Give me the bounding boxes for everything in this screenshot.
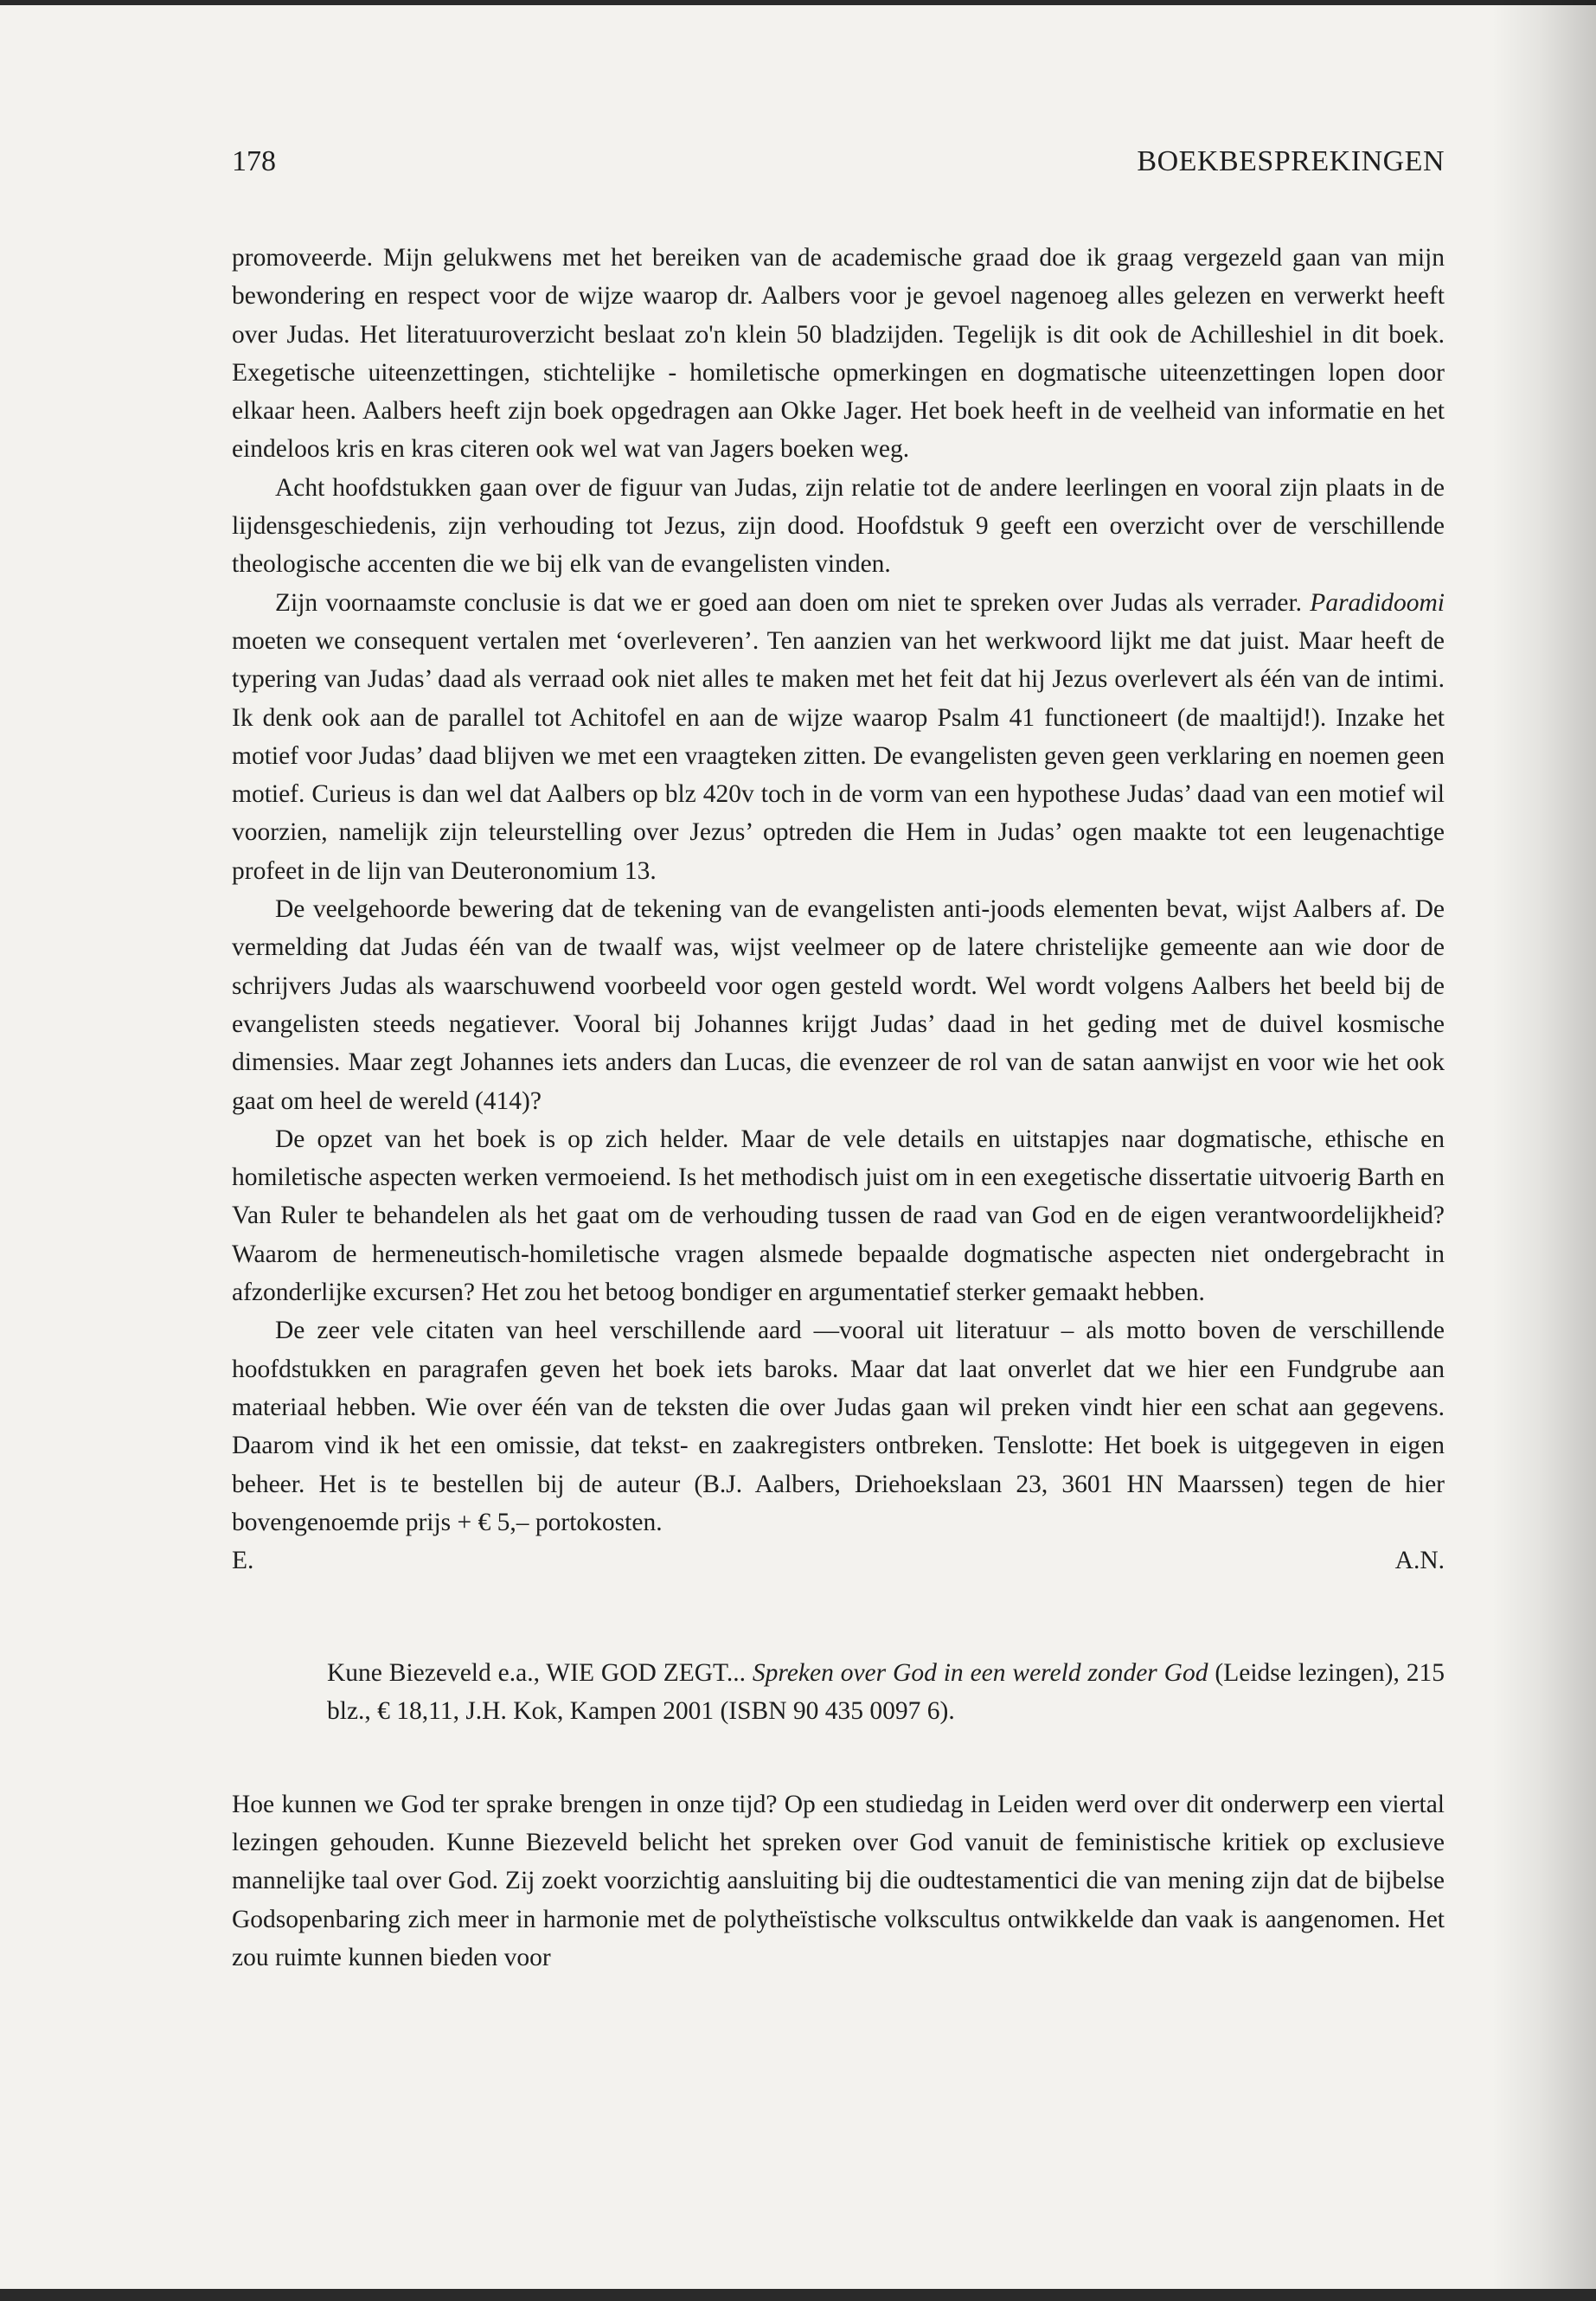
ref-details: (Leidse lezingen), 215 blz., € 18,11, J.H. Kok, Kampen 2001 (ISBN 90 435 0097 6). bbox=[327, 1659, 1445, 1726]
review2-paragraph-1: Hoe kunnen we God ter sprake brengen in onze tijd? Op een studiedag in Leiden werd over dit onderwerp een viertal lezingen gehouden. Kunne Biezeveld belicht het spreken over God vanuit de feministische kritiek op exclusieve mannelijke taal over God. Zij zoekt voorzichtig aansluiting bij die oudtestamentici die van mening zijn dat de bijbelse Godsopenbaring zich meer in harmonie met de polytheïstische volkscultus ontwikkelde dan vaak is aangenomen. Het zou ruimte kunnen bieden voor bbox=[232, 1790, 1445, 1971]
running-header bbox=[232, 145, 1445, 189]
signature-left: E. bbox=[232, 1547, 254, 1575]
page bbox=[232, 145, 1445, 1971]
review1-paragraph-3 bbox=[232, 584, 1445, 890]
scan-edge-shadow bbox=[1492, 0, 1596, 2301]
review2-book-reference bbox=[327, 1654, 1445, 1731]
scan-top-edge bbox=[0, 0, 1596, 5]
page-body bbox=[232, 239, 1445, 1977]
review1-signature bbox=[232, 1541, 1445, 1580]
review1-paragraph-2: Acht hoofdstukken gaan over de figuur van Judas, zijn relatie tot de andere leerlingen en vooral zijn plaats in de lijdensgeschiedenis, zijn verhouding tot Jezus, zijn dood. Hoofdstuk 9 geeft een overzicht over de verschillende theologische accenten die we bij elk van de evangelisten vinden. bbox=[232, 473, 1445, 579]
review1-paragraph-6: De zeer vele citaten van heel verschillende aard —vooral uit literatuur – als motto boven de verschillende hoofdstukken en paragrafen geven het boek iets baroks. Maar dat laat onverlet dat we hier een Fundgrube aan materiaal hebben. Wie over één van de teksten die over Judas gaan wil preken vindt hier een schat aan gegevens. Daarom vind ik het een omissie, dat tekst- en zaakregisters ontbreken. Tenslotte: Het boek is uitgegeven in eigen beheer. Het is te bestellen bij de auteur (B.J. Aalbers, Driehoekslaan 23, 3601 HN Maarssen) tegen de hier bovengenoemde prijs + € 5,– portokosten. bbox=[232, 1317, 1445, 1536]
ref-author: Kune Biezeveld e.a., WIE GOD ZEGT... bbox=[327, 1659, 746, 1688]
review1-paragraph-1: promoveerde. Mijn gelukwens met het bereiken van de academische graad doe ik graag vergezeld gaan van mijn bewondering en respect voor de wijze waarop dr. Aalbers voor je gevoel nagenoeg alles gelezen en verwerkt heeft over Judas. Het literatuuroverzicht beslaat zo'n klein 50 bladzijden. Tegelijk is dit ook de Achilleshiel in dit boek. Exegetische uiteenzettingen, stichtelijke - homiletische opmerkingen en dogmatische uiteenzettingen lopen door elkaar heen. Aalbers heeft zijn boek opgedragen aan Okke Jager. Het boek heeft in de veelheid van informatie en het eindeloos kris en kras citeren ook wel wat van Jagers boeken weg. bbox=[232, 244, 1445, 464]
scan-bottom-edge bbox=[0, 2289, 1596, 2301]
section-title: BOEKBESPREKINGEN bbox=[1137, 145, 1445, 177]
ref-title: Spreken over God in een wereld zonder God bbox=[752, 1659, 1208, 1688]
review1-paragraph-4: De veelgehoorde bewering dat de tekening van de evangelisten anti-joods elementen bevat, wijst Aalbers af. De vermelding dat Judas één van de twaalf was, wijst veelmeer op de latere christelijke gemeente aan wie door de schrijvers Judas als waarschuwend voorbeeld voor ogen gesteld wordt. Wel wordt volgens Aalbers het beeld bij de evangelisten steeds negatiever. Vooral bij Johannes krijgt Judas’ daad in het geding met de duivel kosmische dimensies. Maar zegt Johannes iets anders dan Lucas, die evenzeer de rol van de satan aanwijst en voor wie het ook gaat om heel de wereld (414)? bbox=[232, 895, 1445, 1115]
greek-term: Paradidoomi bbox=[1310, 588, 1445, 617]
paragraph-3-rest: moeten we consequent vertalen met ‘overleveren’. Ten aanzien van het werkwoord lijkt me dat juist. Maar heeft de typering van Judas’ daad als verraad ook niet alles te maken met het feit dat hij Jezus overlevert als één van de intimi. Ik denk ook aan de parallel tot Achitofel en aan de wijze waarop Psalm 41 functioneert (de maaltijd!). Inzake het motief voor Judas’ daad blijven we met een vraagteken zitten. De evangelisten geven geen verklaring en noemen geen motief. Curieus is dan wel dat Aalbers op blz 420v toch in de vorm van een hypothese Judas’ daad van een motief wil voorzien, namelijk zijn teleurstelling over Jezus’ optreden die Hem in Judas’ ogen maakte tot een leugenachtige profeet in de lijn van Deuteronomium 13. bbox=[232, 626, 1445, 885]
paragraph-3-start: Zijn voornaamste conclusie is dat we er goed aan doen om niet te spreken over Judas als verrader. bbox=[275, 588, 1303, 617]
reviewer-initials: A.N. bbox=[1394, 1547, 1445, 1575]
review1-paragraph-5: De opzet van het boek is op zich helder. Maar de vele details en uitstapjes naar dogmatische, ethische en homiletische aspecten werken vermoeiend. Is het methodisch juist om in een exegetische dissertatie uitvoerig Barth en Van Ruler te behandelen als het gaat om de verhouding tussen de raad van God en de eigen verantwoordelijkheid? Waarom de hermeneutisch-homiletische vragen alsmede bepaalde dogmatische aspecten niet ondergebracht in afzonderlijke excursen? Het zou het betoog bondiger en argumentatief sterker gemaakt hebben. bbox=[232, 1125, 1445, 1307]
page-number: 178 bbox=[232, 145, 276, 177]
